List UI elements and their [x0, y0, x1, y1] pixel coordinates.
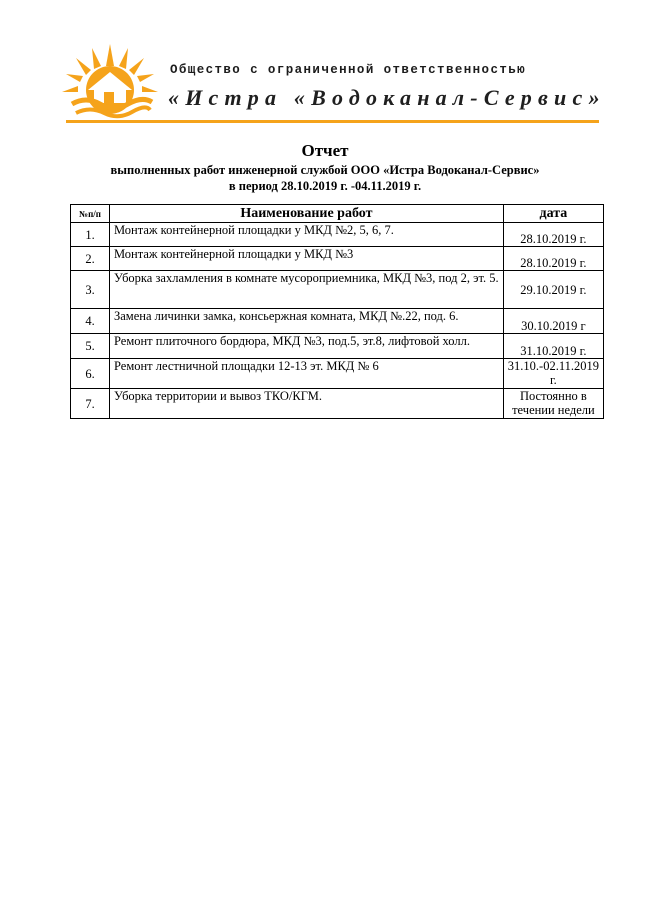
table-row	[71, 359, 604, 389]
row-date: 28.10.2019 г.	[503, 247, 603, 271]
header-divider	[66, 120, 599, 123]
org-type: Общество с ограниченной ответственностью	[170, 63, 527, 77]
works-table	[70, 204, 604, 419]
row-date: 31.10.-02.11.2019 г.	[503, 359, 603, 389]
row-work: Уборка территории и вывоз ТКО/КГМ.	[110, 389, 504, 419]
table-row	[71, 223, 604, 247]
col-header-name: Наименование работ	[110, 205, 504, 223]
row-num: 2.	[71, 247, 110, 271]
report-title: Отчет	[301, 141, 349, 160]
table-row	[71, 271, 604, 309]
sun-house-logo-icon	[62, 42, 158, 122]
table-row	[71, 309, 604, 334]
row-work: Уборка захламления в комнате мусороприемника, МКД №3, под 2, эт. 5.	[110, 271, 504, 309]
row-date: 29.10.2019 г.	[503, 271, 603, 309]
table-header-row	[71, 205, 604, 223]
row-num: 7.	[71, 389, 110, 419]
row-date: Постоянно в течении недели	[503, 389, 603, 419]
col-header-date: дата	[503, 205, 603, 223]
row-work: Ремонт плиточного бордюра, МКД №3, под.5, эт.8, лифтовой холл.	[110, 334, 504, 359]
row-work: Монтаж контейнерной площадки у МКД №2, 5, 6, 7.	[110, 223, 504, 247]
org-name: «Истра «Водоканал-Сервис»	[168, 85, 606, 110]
row-num: 4.	[71, 309, 110, 334]
table-row	[71, 389, 604, 419]
table-row	[71, 247, 604, 271]
report-subtitle: выполненных работ инженерной службой ООО «Истра Водоканал-Сервис»	[110, 163, 540, 177]
row-work: Монтаж контейнерной площадки у МКД №3	[110, 247, 504, 271]
table-row	[71, 334, 604, 359]
row-num: 5.	[71, 334, 110, 359]
row-date: 31.10.2019 г.	[503, 334, 603, 359]
row-work: Замена личинки замка, консьержная комната, МКД №.22, под. 6.	[110, 309, 504, 334]
row-num: 1.	[71, 223, 110, 247]
row-num: 6.	[71, 359, 110, 389]
row-work: Ремонт лестничной площадки 12-13 эт. МКД № 6	[110, 359, 504, 389]
row-num: 3.	[71, 271, 110, 309]
row-date: 28.10.2019 г.	[503, 223, 603, 247]
row-date: 30.10.2019 г	[503, 309, 603, 334]
report-period: в период 28.10.2019 г. -04.11.2019 г.	[228, 179, 422, 193]
col-header-num: №п/п	[71, 205, 110, 223]
